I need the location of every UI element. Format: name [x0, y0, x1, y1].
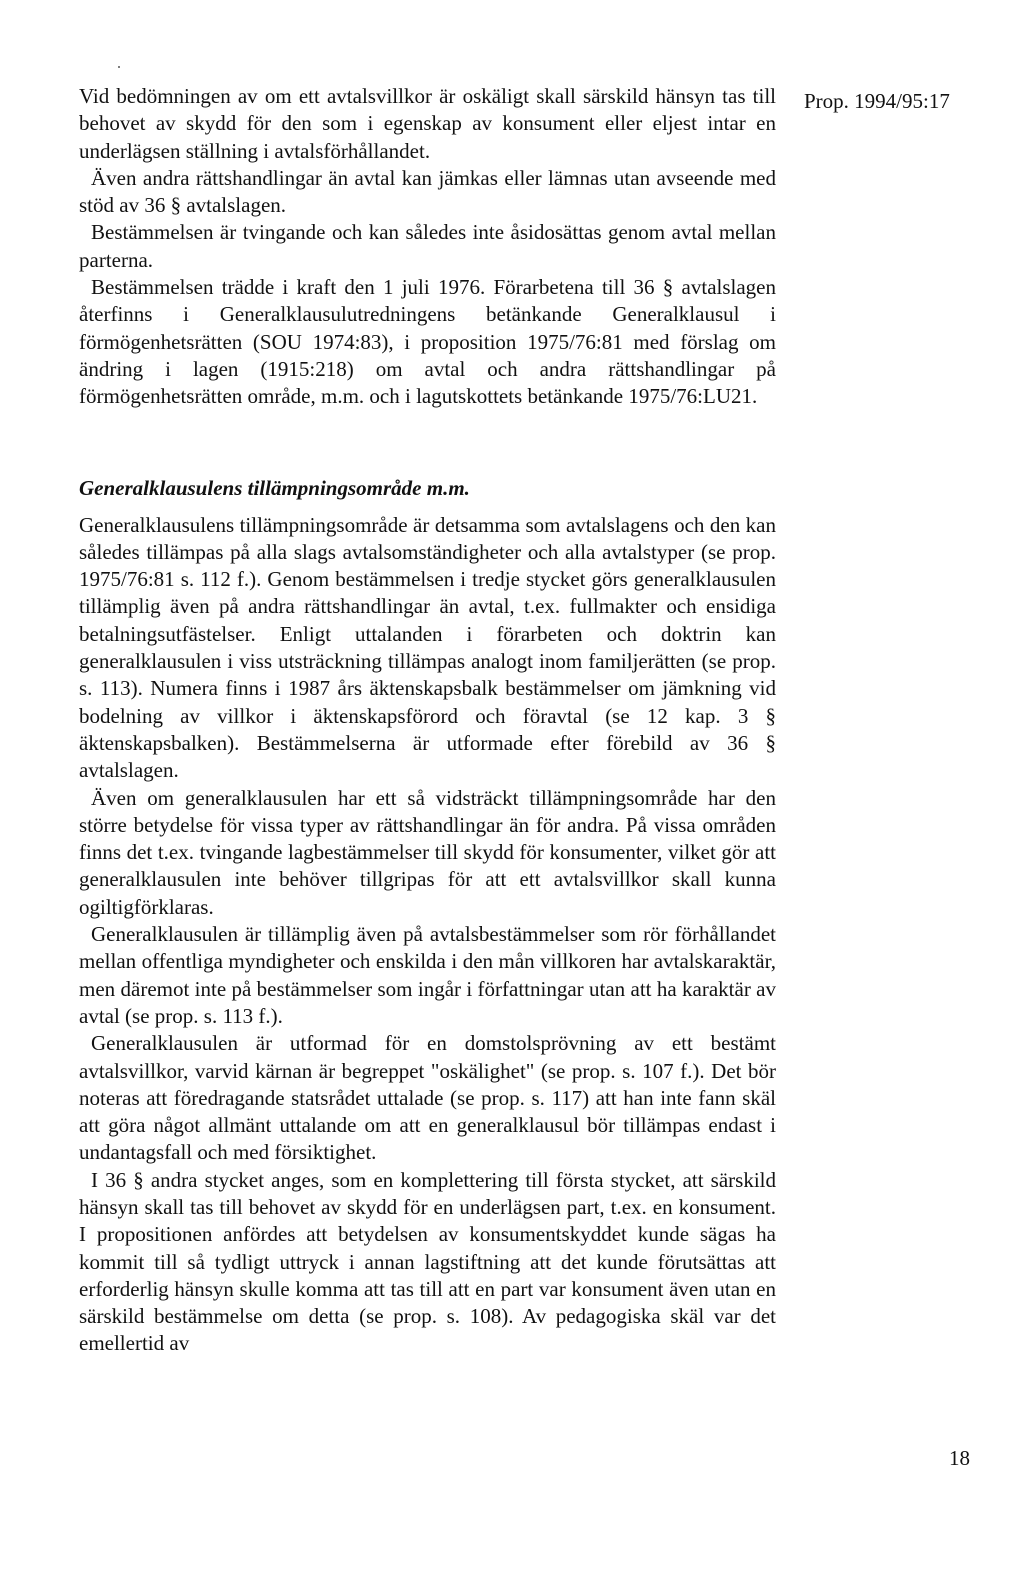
- scan-speck: [118, 66, 120, 68]
- paragraph-section-3: Generalklausulen är tillämplig även på avtalsbestämmelser som rör förhållandet mellan offentliga myndigheter och enskilda i den mån villkoren har avtalskaraktär, men däremot inte på bestämmelser som ingår i författningar utan att ha karaktär av avtal (se prop. s. 113 f.).: [79, 922, 776, 1028]
- paragraph-intro-1: Vid bedömningen av om ett avtalsvillkor är oskäligt skall särskild hänsyn tas till behovet av skydd för den som i egenskap av konsument eller eljest intar en underlägsen ställning i avtalsförhållandet.: [79, 84, 776, 163]
- paragraph-intro-2: Även andra rättshandlingar än avtal kan jämkas eller lämnas utan avseende med stöd av 36 § avtalslagen.: [79, 165, 776, 218]
- paragraph-section-5: I 36 § andra stycket anges, som en komplettering till första stycket, att särskild hänsyn skall tas till behovet av skydd för en underlägsen part, t.ex. en konsument. I propositionen anfördes att betydelsen av konsumentskyddet kunde sägas ha kommit till så tydligt uttryck i annan lagstiftning att det kunde förutsättas att erforderlig hänsyn skulle komma att tas till att en part var konsument även utan en särskild bestämmelse om detta (se prop. s. 108). Av pedagogiska skäl var det emellertid av: [79, 1167, 776, 1356]
- proposition-reference: Prop. 1994/95:17: [804, 89, 950, 113]
- paragraph-section-1: Generalklausulens tillämpningsområde är detsamma som avtalslagens och den kan således tillämpas på alla slags avtalsomständigheter och alla avtalstyper (se prop. 1975/76:81 s. 112 f.). Genom bestämmelsen i tredje stycket görs generalklausulen tillämplig även på andra rättshandlingar än avtal, t.ex. fullmakter och ensidiga betalningsutfästelser. Enligt uttalanden i förarbeten och doktrin kan generalklausulen i viss utsträckning tillämpas analogt inom familjerätten (se prop. s. 113). Numera finns i 1987 års äktenskapsbalk bestämmelser om jämkning vid bodelning av villkor i äktenskapsförord och föravtal (se 12 kap. 3 § äktenskapsbalken). Bestämmelserna är utformade efter förebild av 36 § avtalslagen.: [79, 512, 776, 783]
- paragraph-intro-4: Bestämmelsen trädde i kraft den 1 juli 1976. Förarbetena till 36 § avtalslagen återfinns i Generalklausulutredningens betänkande Generalklausul i förmögenhetsrätten (SOU 1974:83), i proposition 1975/76:81 med förslag om ändring i lagen (1915:218) om avtal och andra rättshandlingar på förmögenhetsrätten område, m.m. och i lagutskottets betänkande 1975/76:LU21.: [79, 275, 776, 409]
- section-heading: Generalklausulens tillämpningsområde m.m.: [79, 475, 470, 500]
- paragraph-section-4: Generalklausulen är utformad för en domstolsprövning av ett bestämt avtalsvillkor, varvid kärnan är begreppet "oskälighet" (se prop. s. 107 f.). Det bör noteras att föredragande statsrådet uttalade (se prop. s. 117) att han inte fann skäl att göra något allmänt uttalande om att en generalklausul bör tillämpas endast i undantagsfall och med försiktighet.: [79, 1031, 776, 1165]
- paragraph-section-2: Även om generalklausulen har ett så vidsträckt tillämpningsområde har den större betydelse för vissa typer av rättshandlingar än för andra. På vissa områden finns det t.ex. tvingande lagbestämmelser till skydd för konsumenter, vilket gör att generalklausulen inte behöver tillgripas för att ett avtalsvillkor skall kunna ogiltigförklaras.: [79, 785, 776, 919]
- body-text: [79, 83, 776, 1358]
- page-number: 18: [949, 1446, 970, 1470]
- paragraph-intro-3: Bestämmelsen är tvingande och kan således inte åsidosättas genom avtal mellan parterna.: [79, 220, 776, 272]
